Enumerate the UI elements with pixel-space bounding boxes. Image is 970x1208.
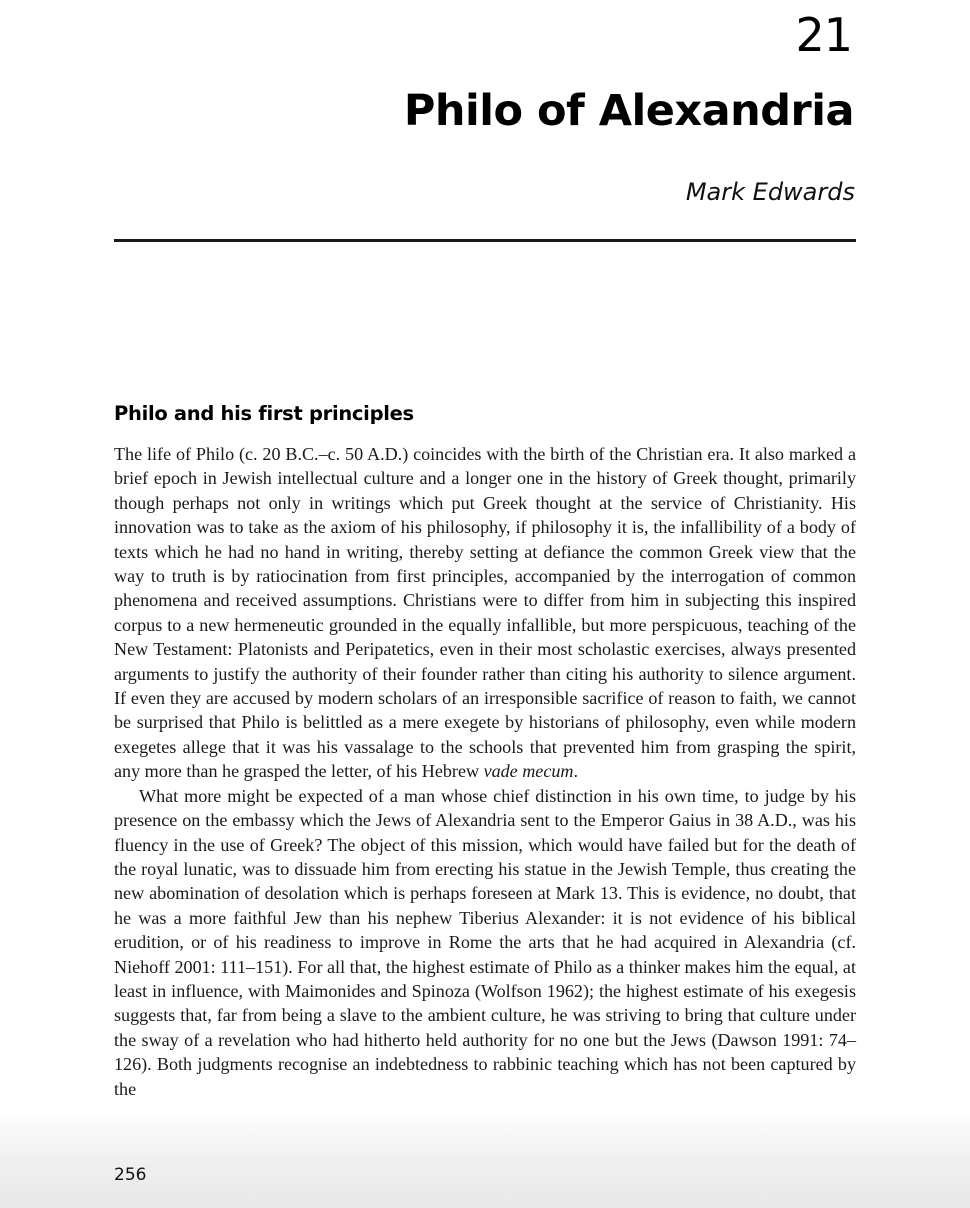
chapter-title: Philo of Alexandria xyxy=(403,86,854,136)
italic-term: vade mecum xyxy=(483,761,574,782)
title-divider xyxy=(114,239,856,242)
page-number: 256 xyxy=(114,1165,147,1185)
body-text xyxy=(114,442,856,1101)
section-heading: Philo and his first principles xyxy=(114,402,414,425)
chapter-number: 21 xyxy=(795,8,852,62)
paragraph-2 xyxy=(114,784,856,1101)
paragraph-text: What more might be expected of a man whose chief distinction in his own time, to judge by his presence on the embassy which the Jews of Alexandria sent to the Emperor Gaius in 38 A.D., was his fluency in the use of Greek? The object of this mission, which would have failed but for the death of the royal lunatic, was to dissuade him from erecting his statue in the Jewish Temple, thus creating the new abomination of desolation which is perhaps foreseen at Mark 13. This is evidence, no doubt, that he was a more faithful Jew than his nephew Tiberius Alexander: it is not evidence of his biblical erudition, or of his readiness to improve in Rome the arts that he had acquired in Alexandria (cf. Niehoff 2001: 111–151). For all that, the highest estimate of Philo as a thinker makes him the equal, at least in influence, with Maimonides and Spinoza (Wolfson 1962); the highest estimate of his exegesis suggests that, far from being a slave to the ambient culture, he was striving to bring that culture under the sway of a revelation who had hitherto held authority for no one but the Jews (Dawson 1991: 74–126). Both judgments recognise an indebtedness to rabbinic teaching which has not been captured by the xyxy=(114,785,856,1099)
chapter-author: Mark Edwards xyxy=(685,178,855,206)
paragraph-text: The life of Philo (c. 20 B.C.–c. 50 A.D.) coincides with the birth of the Christian era. It also marked a brief epoch in Jewish intellectual culture and a longer one in the history of Greek thought, primarily though perhaps not only in writings which put Greek thought at the service of Christianity. His innovation was to take as the axiom of his philosophy, if philosophy it is, the infallibility of a body of texts which he had no hand in writing, thereby setting at defiance the common Greek view that the way to truth is by ratiocination from first principles, accompanied by the interrogation of common phenomena and received assumptions. Christians were to differ from him in subjecting this inspired corpus to a new hermeneutic grounded in the equally infallible, but more perspicuous, teaching of the New Testament: Platonists and Peripatetics, even in their most scholastic exercises, always presented arguments to justify the authority of their founder rather than citing his authority to silence argument. If even they are accused by modern scholars of an irresponsible sacrifice of reason to faith, we cannot be surprised that Philo is belittled as a mere exegete by historians of philosophy, even while modern exegetes allege that it was his vassalage to the schools that prevented him from grasping the spirit, any more than he grasped the letter, of his Hebrew xyxy=(114,444,856,782)
paragraph-text: . xyxy=(573,761,579,782)
paragraph-1 xyxy=(114,442,856,784)
